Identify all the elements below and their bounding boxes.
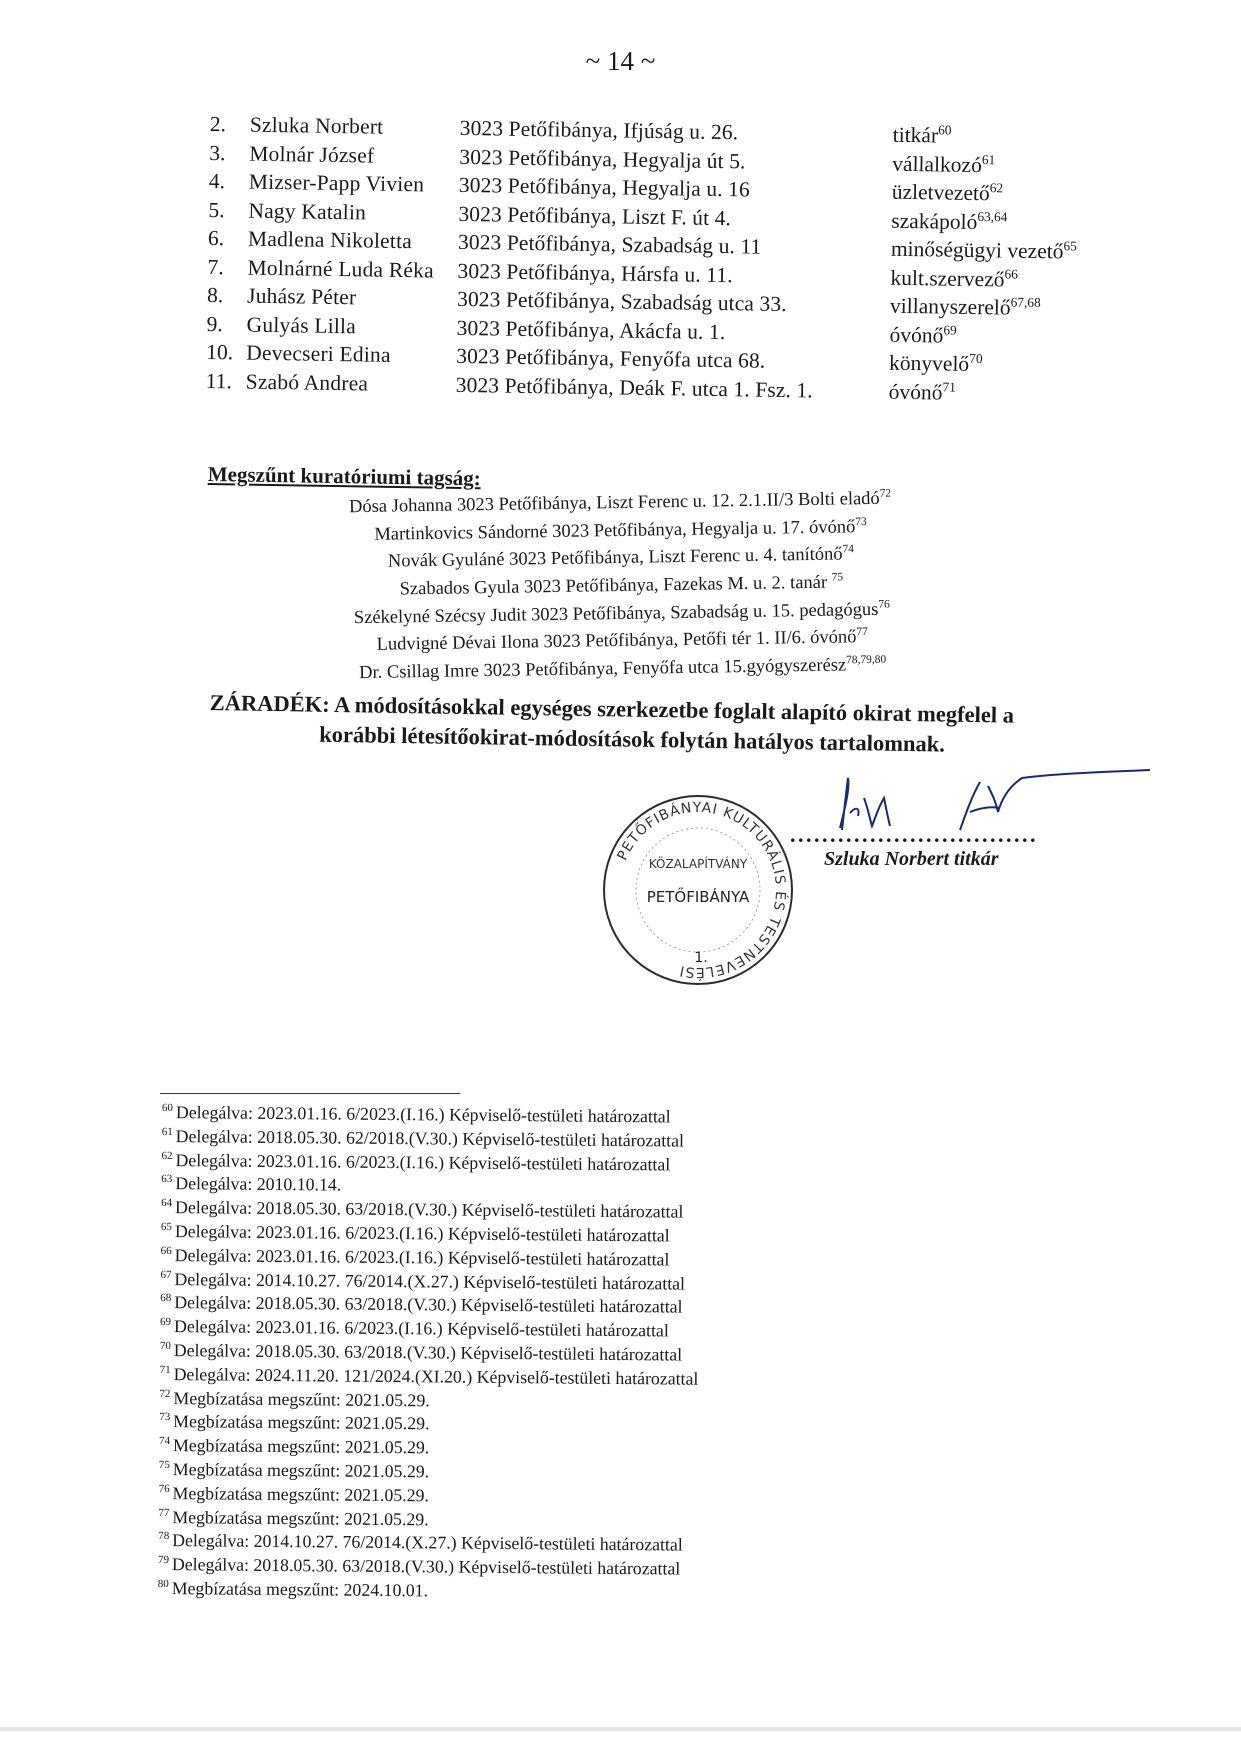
member-role: titkár$^{60}$ xyxy=(892,122,952,148)
member-role: villanyszerelő$^{67,68}$ xyxy=(889,293,1041,320)
footnote-ref: 65 xyxy=(1063,238,1078,254)
member-address: 3023 Petőfibánya, Fenyőfa utca 68. xyxy=(456,343,766,373)
clause-line-1: ZÁRADÉK: A módosításokkal egységes szerkezetbe foglalt alapító okirat megfelel a xyxy=(209,689,1015,728)
closing-clause xyxy=(209,688,1090,762)
member-name: Molnárné Luda Réka xyxy=(247,255,435,283)
member-name: Molnár József xyxy=(249,141,375,168)
footnote-ref: 62 xyxy=(989,180,1004,196)
footnote: $^{80}$ Megbízatása megszűnt: 2024.10.01. xyxy=(157,1577,429,1601)
member-role: óvónő$^{71}$ xyxy=(888,378,956,405)
footnote-ref: 63,64 xyxy=(977,208,1008,224)
footnote-ref: 78,79,80 xyxy=(845,653,887,667)
member-name: Juhász Péter xyxy=(246,283,357,310)
member-address: 3023 Petőfibánya, Szabadság u. 11 xyxy=(457,229,762,259)
member-name: Gulyás Lilla xyxy=(246,312,357,338)
member-name: Szabó Andrea xyxy=(245,369,369,396)
footnote-ref: 70 xyxy=(969,350,983,367)
footnote: $^{64}$ Delegálva: 2018.05.30. 63/2018.(V.30.) Képviselő-testületi határozattal xyxy=(161,1197,684,1222)
member-address: 3023 Petőfibánya, Deák F. utca 1. Fsz. 1. xyxy=(455,372,813,403)
member-role: könyvelő$^{70}$ xyxy=(888,350,983,376)
footnote-ref: 72 xyxy=(879,487,892,500)
member-role: vállalkozó$^{61}$ xyxy=(892,151,996,177)
scan-bottom-edge xyxy=(0,1727,1241,1731)
member-number: 9. xyxy=(206,311,223,336)
footnote: $^{68}$ Delegálva: 2018.05.30. 63/2018.(V.30.) Képviselő-testületi határozattal xyxy=(160,1292,683,1317)
member-number: 3. xyxy=(209,140,226,165)
former-members-heading: Megszűnt kuratóriumi tagság: xyxy=(207,462,481,491)
footnote: $^{70}$ Delegálva: 2018.05.30. 63/2018.(V.30.) Képviselő-testületi határozattal xyxy=(159,1340,683,1365)
member-number: 7. xyxy=(207,254,224,279)
former-member-entry: Novák Gyuláné 3023 Petőfibánya, Liszt Ferenc u. 4. tanítónő$^{74}$ xyxy=(387,543,855,573)
footnote: $^{73}$ Megbízatása megszűnt: 2021.05.29. xyxy=(159,1411,430,1434)
member-address: 3023 Petőfibánya, Hegyalja út 5. xyxy=(459,144,746,173)
member-name: Devecseri Edina xyxy=(246,340,391,367)
signer-name: Szluka Norbert titkár xyxy=(824,848,999,870)
member-address: 3023 Petőfibánya, Liszt F. út 4. xyxy=(458,201,732,230)
member-role: szakápoló$^{63,64}$ xyxy=(891,208,1008,234)
footnote-ref: 71 xyxy=(942,378,956,395)
foundation-seal-stamp xyxy=(598,790,798,990)
former-member-entry: Dósa Johanna 3023 Petőfibánya, Liszt Ferenc u. 12. 2.1.II/3 Bolti eladó$^{72}$ xyxy=(348,487,892,518)
footnote-ref: 74 xyxy=(842,543,855,556)
member-role: óvónő$^{69}$ xyxy=(889,321,957,348)
footnotes xyxy=(158,1102,962,1609)
footnote: $^{75}$ Megbízatása megszűnt: 2021.05.29. xyxy=(158,1459,430,1482)
member-address: 3023 Petőfibánya, Szabadság utca 33. xyxy=(456,286,787,317)
member-name: Mizser-Papp Vivien xyxy=(248,169,425,197)
footnote: $^{63}$ Delegálva: 2010.10.14. xyxy=(161,1173,342,1195)
footnote: $^{65}$ Delegálva: 2023.01.16. 6/2023.(I.16.) Képviselő-testületi határozattal xyxy=(160,1221,670,1246)
footnote: $^{67}$ Delegálva: 2014.10.27. 76/2014.(X.27.) Képviselő-testületi határozattal xyxy=(160,1268,686,1294)
footnote: $^{69}$ Delegálva: 2023.01.16. 6/2023.(I.16.) Képviselő-testületi határozattal xyxy=(160,1316,669,1341)
footnote-ref: 66 xyxy=(1004,265,1019,282)
former-member-entry: Ludvigné Dévai Ilona 3023 Petőfibánya, Petőfi tér 1. II/6. óvónő$^{77}$ xyxy=(376,626,868,656)
member-number: 2. xyxy=(209,112,227,137)
seal-outer-text: PETŐFIBÁNYAI KULTURÁLIS ÉS TESTNEVELÉSI xyxy=(614,799,789,981)
footnote: $^{74}$ Megbízatása megszűnt: 2021.05.29. xyxy=(158,1435,430,1458)
member-address: 3023 Petőfibánya, Akácfa u. 1. xyxy=(456,315,726,344)
member-name: Madlena Nikoletta xyxy=(247,226,413,254)
footnote-ref: 69 xyxy=(943,321,957,338)
board-member-list xyxy=(206,112,1090,411)
member-number: 4. xyxy=(208,168,226,194)
footnote: $^{76}$ Megbízatása megszűnt: 2021.05.29. xyxy=(158,1482,429,1506)
footnote: $^{71}$ Delegálva: 2024.11.20. 121/2024.(XI.20.) Képviselő-testületi határozattal xyxy=(159,1363,699,1389)
member-role: kult.szervező$^{66}$ xyxy=(890,265,1019,291)
member-name: Nagy Katalin xyxy=(248,198,367,224)
member-number: 11. xyxy=(205,368,233,393)
former-member-entry: Székelyné Szécsy Judit 3023 Petőfibánya, Szabadság u. 15. pedagógus$^{76}$ xyxy=(353,598,890,628)
footnote-ref: 67,68 xyxy=(1010,294,1041,310)
member-number: 5. xyxy=(208,197,225,222)
footnote-separator xyxy=(160,1093,460,1094)
seal-number: 1. xyxy=(694,950,708,966)
former-member-entry: Martinkovics Sándorné 3023 Petőfibánya, Hegyalja u. 17. óvónő$^{73}$ xyxy=(374,515,867,545)
footnote-ref: 61 xyxy=(981,151,996,167)
page-number: ~ 14 ~ xyxy=(585,46,656,76)
former-member-entry: Dr. Csillag Imre 3023 Petőfibánya, Fenyőfa utca 15.gyógyszerész$^{78,79,80}$ xyxy=(359,653,887,684)
member-number: 8. xyxy=(206,282,224,308)
footnote: $^{78}$ Delegálva: 2014.10.27. 76/2014.(X.27.) Képviselő-testületi határozattal xyxy=(158,1530,683,1555)
member-address: 3023 Petőfibánya, Hársfa u. 11. xyxy=(457,258,733,287)
footnote-ref: 60 xyxy=(938,122,952,138)
clause-line-2: korábbi létesítőokirat-módosítások folytán hatályos tartalomnak. xyxy=(319,721,946,757)
member-name: Szluka Norbert xyxy=(249,112,384,139)
footnote: $^{66}$ Delegálva: 2023.01.16. 6/2023.(I.16.) Képviselő-testületi határozattal xyxy=(160,1244,670,1270)
footnote-ref: 75 xyxy=(831,571,844,584)
member-address: 3023 Petőfibánya, Hegyalja u. 16 xyxy=(458,172,751,202)
former-member-entry: Szabados Gyula 3023 Petőfibánya, Fazekas M. u. 2. tanár $^{75}$ xyxy=(399,571,844,600)
signature-line: ............................... xyxy=(790,822,1038,847)
footnote: $^{61}$ Delegálva: 2018.05.30. 62/2018.(V.30.) Képviselő-testületi határozattal xyxy=(161,1125,685,1151)
footnote: $^{72}$ Megbízatása megszűnt: 2021.05.29. xyxy=(159,1387,430,1410)
member-address: 3023 Petőfibánya, Ifjúság u. 26. xyxy=(459,115,739,145)
footnote: $^{77}$ Megbízatása megszűnt: 2021.05.29. xyxy=(158,1506,429,1529)
footnote-ref: 77 xyxy=(856,626,868,639)
former-member-list xyxy=(300,487,1003,692)
footnote-ref: 73 xyxy=(855,515,867,528)
footnote-ref: 76 xyxy=(878,598,890,611)
member-number: 6. xyxy=(207,225,225,251)
footnote: $^{60}$ Delegálva: 2023.01.16. 6/2023.(I.16.) Képviselő-testületi határozattal xyxy=(161,1102,671,1127)
member-role: minőségügyi vezető$^{65}$ xyxy=(890,236,1078,264)
seal-inner-text: KÖZALAPÍTVÁNY xyxy=(648,857,748,871)
seal-center-text: PETŐFIBÁNYA xyxy=(646,888,750,906)
member-role: üzletvezető$^{62}$ xyxy=(891,179,1004,206)
footnote: $^{62}$ Delegálva: 2023.01.16. 6/2023.(I.16.) Képviselő-testületi határozattal xyxy=(161,1149,671,1175)
member-number: 10. xyxy=(206,339,234,365)
footnote: $^{79}$ Delegálva: 2018.05.30. 63/2018.(V.30.) Képviselő-testületi határozattal xyxy=(157,1554,681,1579)
